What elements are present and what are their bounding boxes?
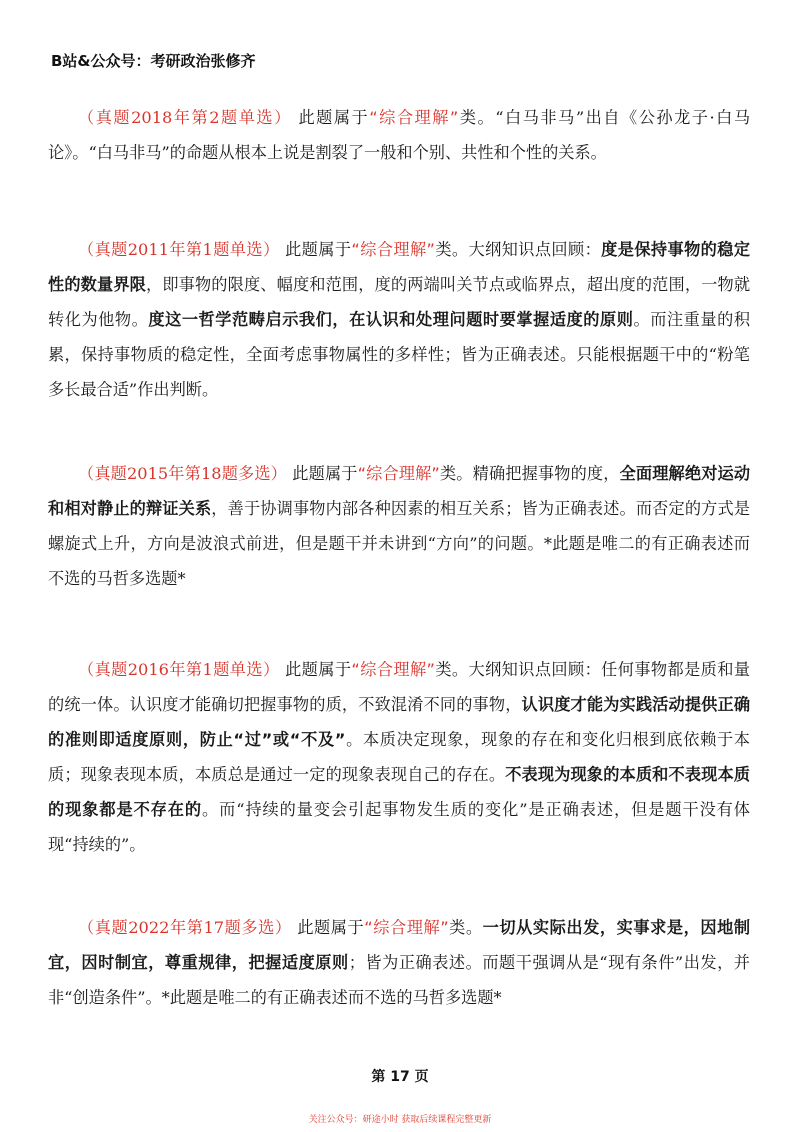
question-source: （真题2011年第1题单选） bbox=[78, 240, 280, 259]
paragraph-text: 。“白马非马”出自《公孙龙子·白马论》。“白马非马”的命题从根本上说是割裂了一般和个别、共性和个性的关系。 bbox=[48, 108, 751, 162]
category-tail: 类 bbox=[448, 918, 466, 937]
category-label: “综合理解” bbox=[357, 464, 440, 483]
category-lead: 此题属于 bbox=[298, 108, 370, 127]
key-point-text: 全面理解绝对运动和相对静止的辩证关系 bbox=[48, 464, 751, 518]
category-label: “综合理解” bbox=[351, 240, 435, 259]
paragraph-text: 。本质决定现象，现象的存在和变化归根到底依赖于本质；现象表现本质，本质总是通过一定的现象表现自己的存在。 bbox=[48, 730, 750, 784]
paragraph-text: 。 bbox=[465, 918, 483, 937]
paragraph-text: ；皆为正确表述。而题干强调从是“现有条件”出发，并非“创造条件”。*此题是唯二的有正确表述而不选的马哲多选题* bbox=[48, 953, 750, 1007]
paragraph-text: 。精确把握事物的度， bbox=[456, 464, 620, 483]
page-header: B站&公众号：考研政治张修齐 bbox=[51, 52, 256, 70]
category-lead: 此题属于 bbox=[285, 660, 352, 679]
key-point-text: 一切从实际出发，实事求是，因地制宜，因时制宜，尊重规律，把握适度原则 bbox=[48, 918, 751, 972]
promo-footer: 关注公众号：研途小时 获取后续课程完整更新 bbox=[308, 1115, 492, 1125]
category-tail: 类 bbox=[458, 108, 478, 127]
category-label: “综合理解” bbox=[369, 108, 459, 127]
explanation-paragraph-5 bbox=[48, 910, 750, 1015]
category-tail: 类 bbox=[434, 660, 452, 679]
category-tail: 类 bbox=[439, 464, 457, 483]
explanation-paragraph-4 bbox=[48, 652, 750, 862]
key-point-text: 度这一哲学范畴启示我们，在认识和处理问题时要掌握适度的原则 bbox=[148, 310, 634, 329]
key-point-text: 认识度才能为实践活动提供正确的准则即适度原则，防止“过”或“不及” bbox=[48, 695, 751, 749]
key-point-text: 度是保持事物的稳定性的数量界限 bbox=[48, 240, 751, 294]
paragraph-text: 。大纲知识点回顾：任何事物都是质和量的统一体。认识度才能确切把握事物的质，不致混淆不同的事物， bbox=[48, 660, 751, 714]
question-source: （真题2018年第2题单选） bbox=[78, 108, 292, 127]
question-source: （真题2015年第18题多选） bbox=[78, 464, 287, 483]
category-lead: 此题属于 bbox=[297, 918, 365, 937]
paragraph-text: 。大纲知识点回顾： bbox=[451, 240, 602, 259]
category-label: “综合理解” bbox=[351, 660, 435, 679]
key-point-text: 不表现为现象的本质和不表现本质的现象都是不存在的 bbox=[48, 765, 751, 819]
page-number: 第 17 页 bbox=[371, 1069, 429, 1085]
explanation-paragraph-1 bbox=[48, 100, 750, 170]
category-tail: 类 bbox=[434, 240, 452, 259]
explanation-paragraph-3 bbox=[48, 456, 750, 596]
category-lead: 此题属于 bbox=[292, 464, 358, 483]
category-lead: 此题属于 bbox=[285, 240, 352, 259]
paragraph-text: 。而“持续的量变会引起事物发生质的变化”是正确表述，但是题干没有体现“持续的”。 bbox=[48, 800, 750, 854]
explanation-paragraph-2 bbox=[48, 232, 750, 407]
paragraph-text: ，善于协调事物内部各种因素的相互关系；皆为正确表述。而否定的方式是螺旋式上升，方向是波浪式前进，但是题干并未讲到“方向”的问题。*此题是唯二的有正确表述而不选的马哲多选题* bbox=[48, 499, 751, 588]
category-label: “综合理解” bbox=[364, 918, 449, 937]
question-source: （真题2022年第17题多选） bbox=[78, 918, 292, 937]
paragraph-text: ，即事物的限度、幅度和范围，度的两端叫关节点或临界点，超出度的范围，一物就转化为他物。 bbox=[48, 275, 751, 329]
paragraph-text: 。而注重量的积累，保持事物质的稳定性，全面考虑事物属性的多样性；皆为正确表述。只能根据题干中的“粉笔多长最合适”作出判断。 bbox=[48, 310, 751, 399]
question-source: （真题2016年第1题单选） bbox=[78, 660, 280, 679]
